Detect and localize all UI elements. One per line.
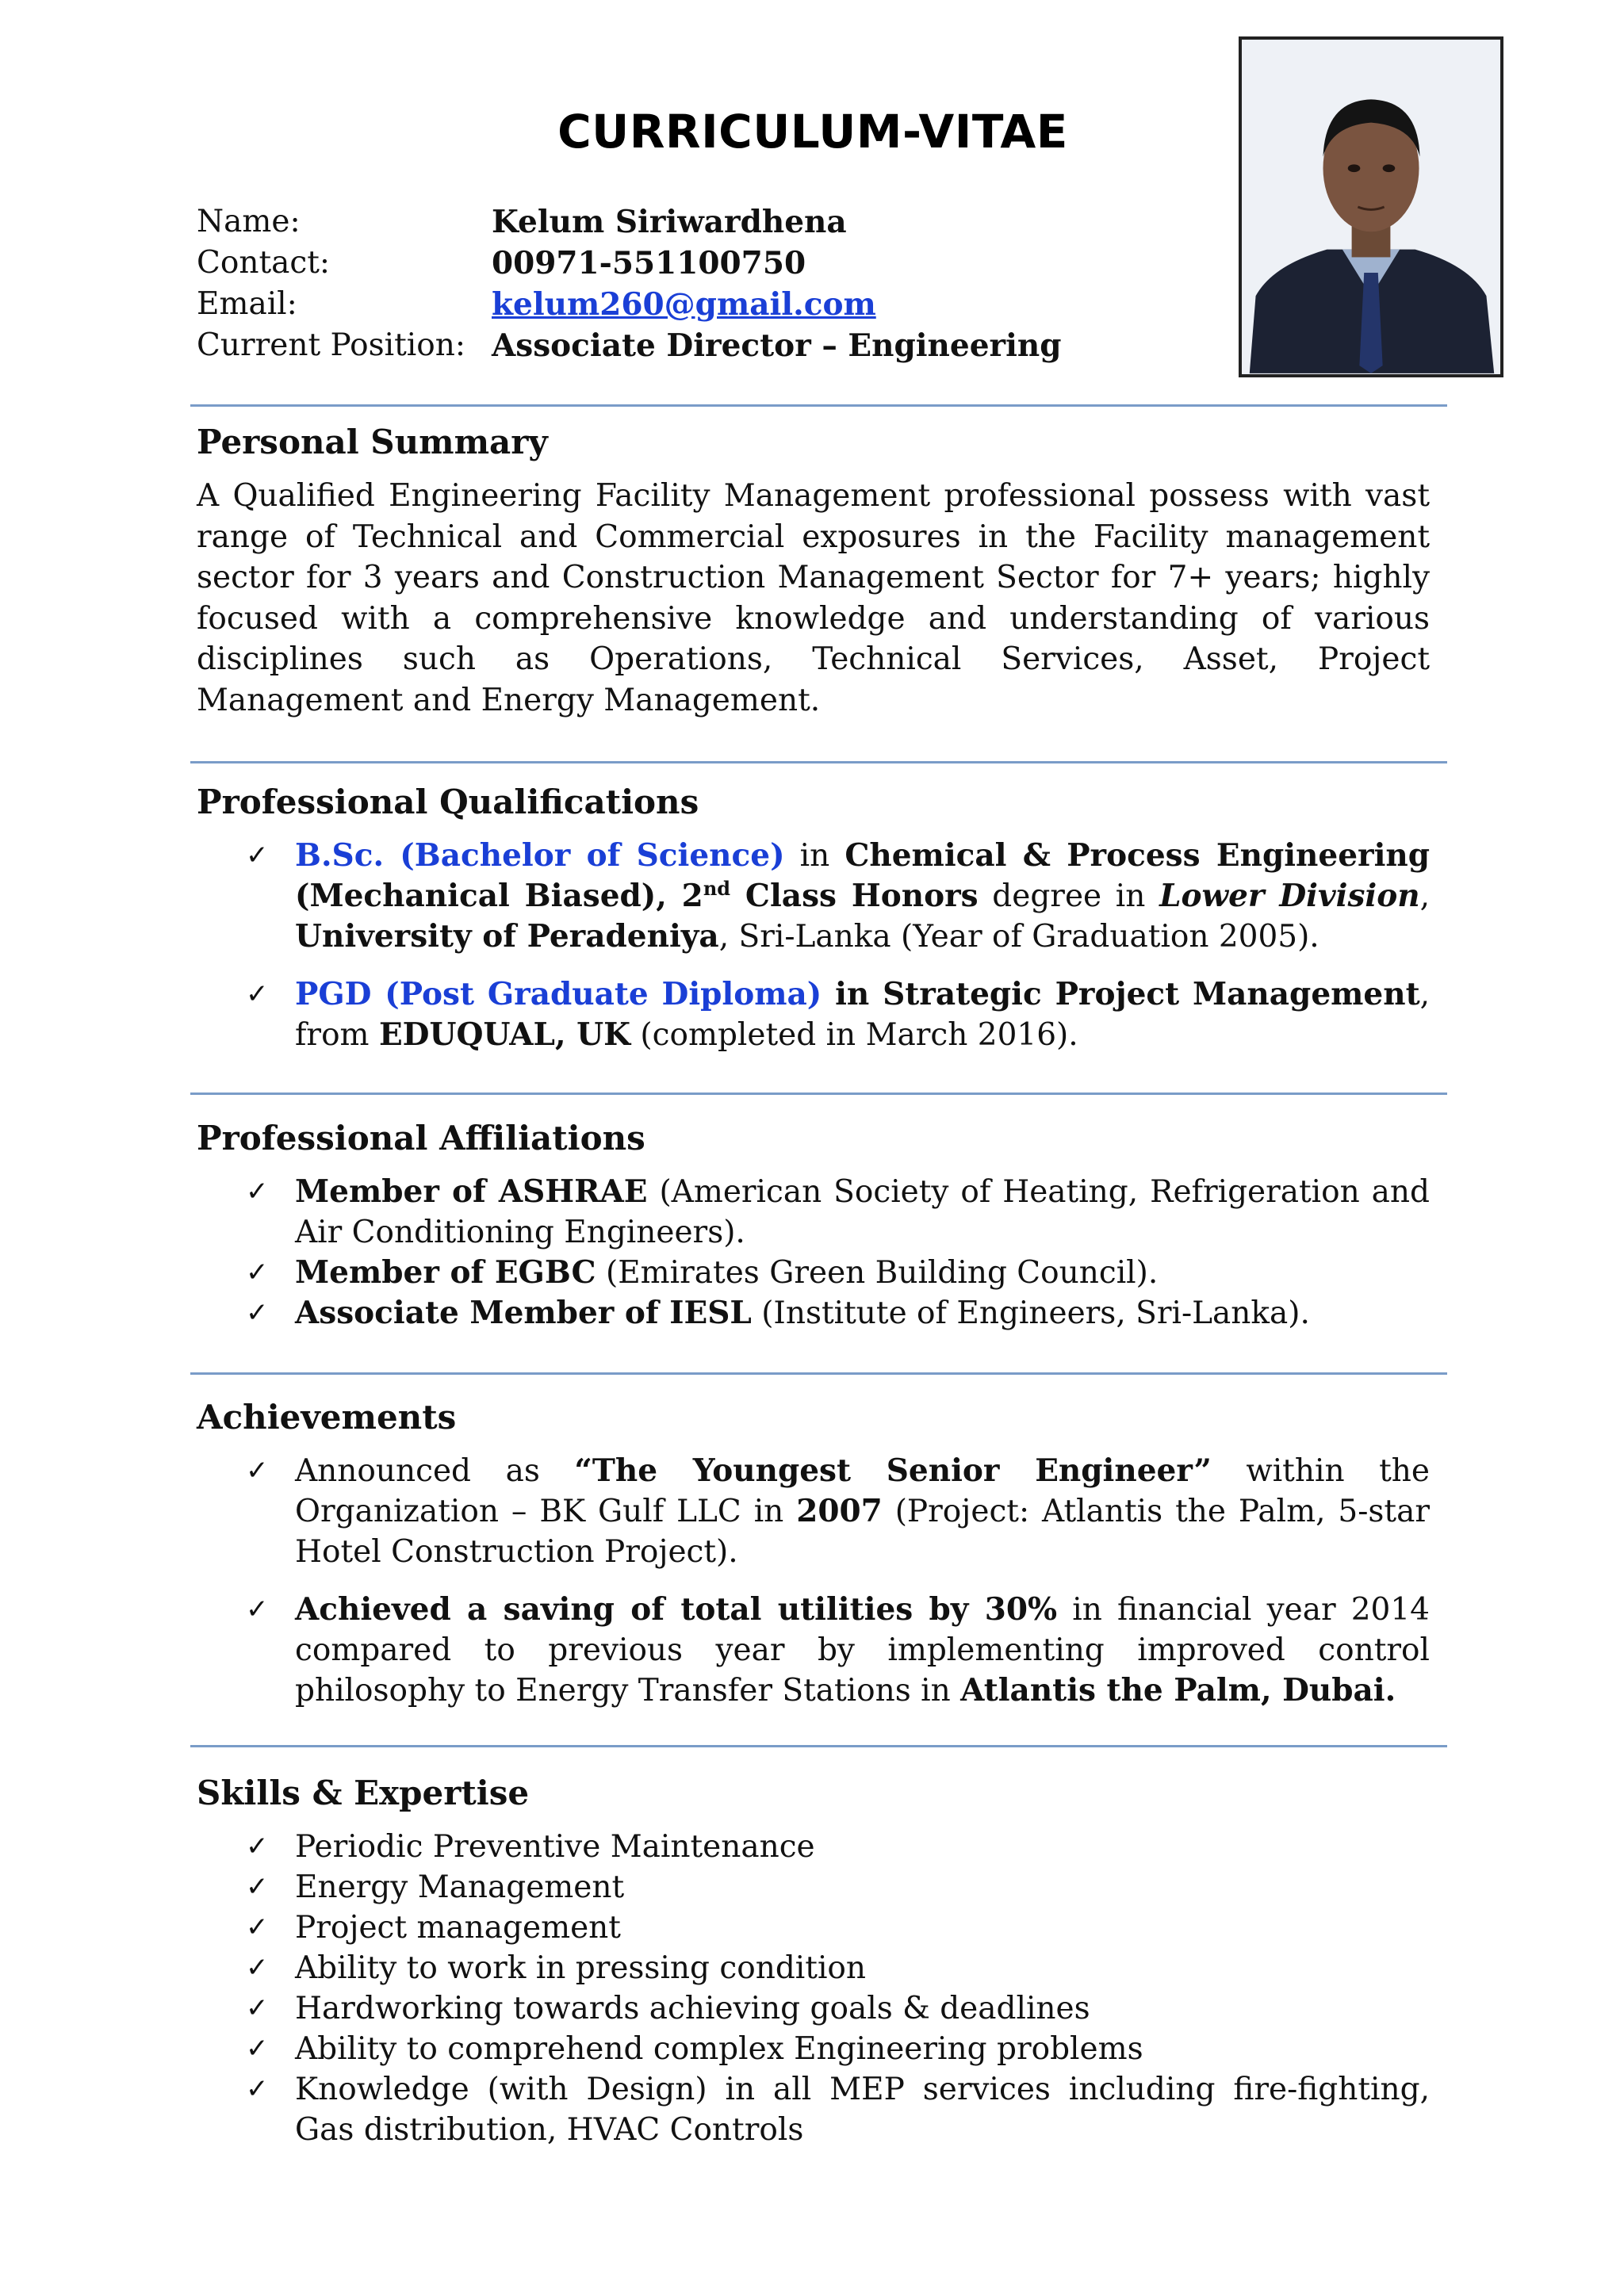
contact-label: Contact: <box>197 245 331 281</box>
list-item <box>197 1988 1430 2029</box>
checkmark-icon: ✓ <box>246 978 269 1010</box>
degree-name: PGD (Post Graduate Diploma) <box>295 976 822 1012</box>
institute: EDUQUAL, UK <box>378 1016 631 1053</box>
email-row <box>197 284 1062 325</box>
affiliation-detail: (Institute of Engineers, Sri-Lanka). <box>751 1295 1310 1331</box>
checkmark-icon: ✓ <box>246 1594 269 1625</box>
contact-info <box>197 201 1062 366</box>
position-row <box>197 325 1062 366</box>
text: (completed in March 2016). <box>630 1017 1078 1053</box>
achievements-section <box>197 1395 1430 1728</box>
list-item <box>197 2029 1430 2069</box>
personal-summary-section <box>197 420 1430 721</box>
checkmark-icon: ✓ <box>246 1257 269 1288</box>
degree-field: Chemical & Process Engineering (Mechanical Biased), 2 <box>295 837 1431 914</box>
page-title: CURRICULUM-VITAE <box>557 105 1068 159</box>
university: University of Peradeniya <box>295 918 719 955</box>
checkmark-icon: ✓ <box>246 2073 269 2105</box>
text: in financial year 2014 compared to previous year by implementing improved control philosophy to Energy Transfer Stations in <box>295 1592 1430 1709</box>
affiliations-list <box>197 1172 1430 1334</box>
award-year: 2007 <box>796 1493 883 1529</box>
position-value: Associate Director – Engineering <box>492 327 1062 364</box>
email-label: Email: <box>197 286 297 322</box>
text: in <box>784 838 845 874</box>
degree-field: in Strategic Project Management <box>822 976 1420 1012</box>
list-item <box>197 1172 1430 1253</box>
section-divider <box>190 1372 1447 1375</box>
list-item <box>197 1908 1430 1948</box>
skill-text: Ability to work in pressing condition <box>295 1950 867 1986</box>
checkmark-icon: ✓ <box>246 2033 269 2064</box>
name-row <box>197 201 1062 243</box>
section-heading: Professional Qualifications <box>197 783 699 821</box>
skill-text: Energy Management <box>295 1869 625 1905</box>
name-label: Name: <box>197 204 301 239</box>
name-value: Kelum Siriwardhena <box>492 204 847 240</box>
list-item <box>197 2069 1430 2150</box>
skill-text: Ability to comprehend complex Engineering problems <box>295 2031 1143 2067</box>
section-divider <box>190 404 1447 407</box>
list-item <box>197 836 1430 957</box>
contact-value: 00971-551100750 <box>492 245 806 281</box>
achievements-list <box>197 1451 1430 1711</box>
contact-row <box>197 243 1062 284</box>
affiliation-name: Member of ASHRAE <box>295 1173 648 1210</box>
list-item <box>197 1253 1430 1293</box>
affiliation-name: Associate Member of IESL <box>295 1295 752 1331</box>
summary-text: A Qualified Engineering Facility Management professional possess with vast range of Technical and Commercial exposures in the Facility management sector for 3 years and Construction Management Sector for 7+ years; highly focused with a comprehensive knowledge and understanding of various disciplines such as Operations, Technical Services, Asset, Project Management and Energy Management. <box>197 478 1430 718</box>
degree-class: Class Honors <box>730 878 979 914</box>
checkmark-icon: ✓ <box>246 1952 269 1984</box>
skill-text: Knowledge (with Design) in all MEP services including fire-fighting, Gas distribution, HVAC Controls <box>295 2072 1430 2148</box>
superscript: nd <box>703 877 731 900</box>
achievement-place: Atlantis the Palm, Dubai. <box>960 1672 1396 1709</box>
checkmark-icon: ✓ <box>246 1911 269 1943</box>
checkmark-icon: ✓ <box>246 1992 269 2024</box>
checkmark-icon: ✓ <box>246 1831 269 1862</box>
list-item <box>197 1451 1430 1572</box>
skill-text: Periodic Preventive Maintenance <box>295 1829 815 1865</box>
list-item <box>197 1948 1430 1988</box>
affiliations-section <box>197 1116 1430 1334</box>
skill-text: Hardworking towards achieving goals & deadlines <box>295 1991 1090 2026</box>
text: , Sri-Lanka (Year of Graduation 2005). <box>718 919 1320 955</box>
list-item <box>197 974 1430 1055</box>
checkmark-icon: ✓ <box>246 1871 269 1903</box>
section-divider <box>190 761 1447 763</box>
achievement-title: Achieved a saving of total utilities by 30% <box>295 1591 1058 1628</box>
text: , <box>1419 878 1430 914</box>
section-heading: Achievements <box>197 1398 457 1437</box>
skill-text: Project management <box>295 1910 621 1946</box>
checkmark-icon: ✓ <box>246 1455 269 1487</box>
text: , from <box>295 977 1430 1053</box>
qualifications-section <box>197 780 1430 1073</box>
text: degree in <box>978 878 1160 914</box>
skills-list <box>197 1827 1430 2150</box>
degree-division: Lower Division <box>1159 878 1420 914</box>
checkmark-icon: ✓ <box>246 1297 269 1329</box>
skills-section <box>197 1771 1430 2150</box>
section-divider <box>190 1745 1447 1747</box>
section-divider <box>190 1093 1447 1095</box>
position-label: Current Position: <box>197 327 466 363</box>
affiliation-name: Member of EGBC <box>295 1254 596 1291</box>
profile-photo <box>1239 36 1503 377</box>
checkmark-icon: ✓ <box>246 840 269 871</box>
section-heading: Skills & Expertise <box>197 1774 530 1812</box>
list-item <box>197 1867 1430 1908</box>
checkmark-icon: ✓ <box>246 1176 269 1207</box>
section-heading: Personal Summary <box>197 423 548 461</box>
list-item <box>197 1293 1430 1334</box>
degree-name: B.Sc. (Bachelor of Science) <box>295 837 785 874</box>
list-item <box>197 1827 1430 1867</box>
text: within the Organization – BK Gulf LLC in <box>295 1453 1431 1529</box>
text: (Project: Atlantis the Palm, 5-star Hotel Construction Project). <box>295 1494 1430 1570</box>
affiliation-detail: (American Society of Heating, Refrigeration and Air Conditioning Engineers). <box>295 1174 1431 1250</box>
award-title: “The Youngest Senior Engineer” <box>574 1452 1212 1489</box>
list-item <box>197 1590 1430 1711</box>
text: Announced as <box>295 1453 575 1489</box>
qualifications-list <box>197 836 1430 1055</box>
affiliation-detail: (Emirates Green Building Council). <box>596 1255 1159 1291</box>
email-link[interactable]: kelum260@gmail.com <box>492 286 876 323</box>
section-heading: Professional Affiliations <box>197 1119 645 1158</box>
